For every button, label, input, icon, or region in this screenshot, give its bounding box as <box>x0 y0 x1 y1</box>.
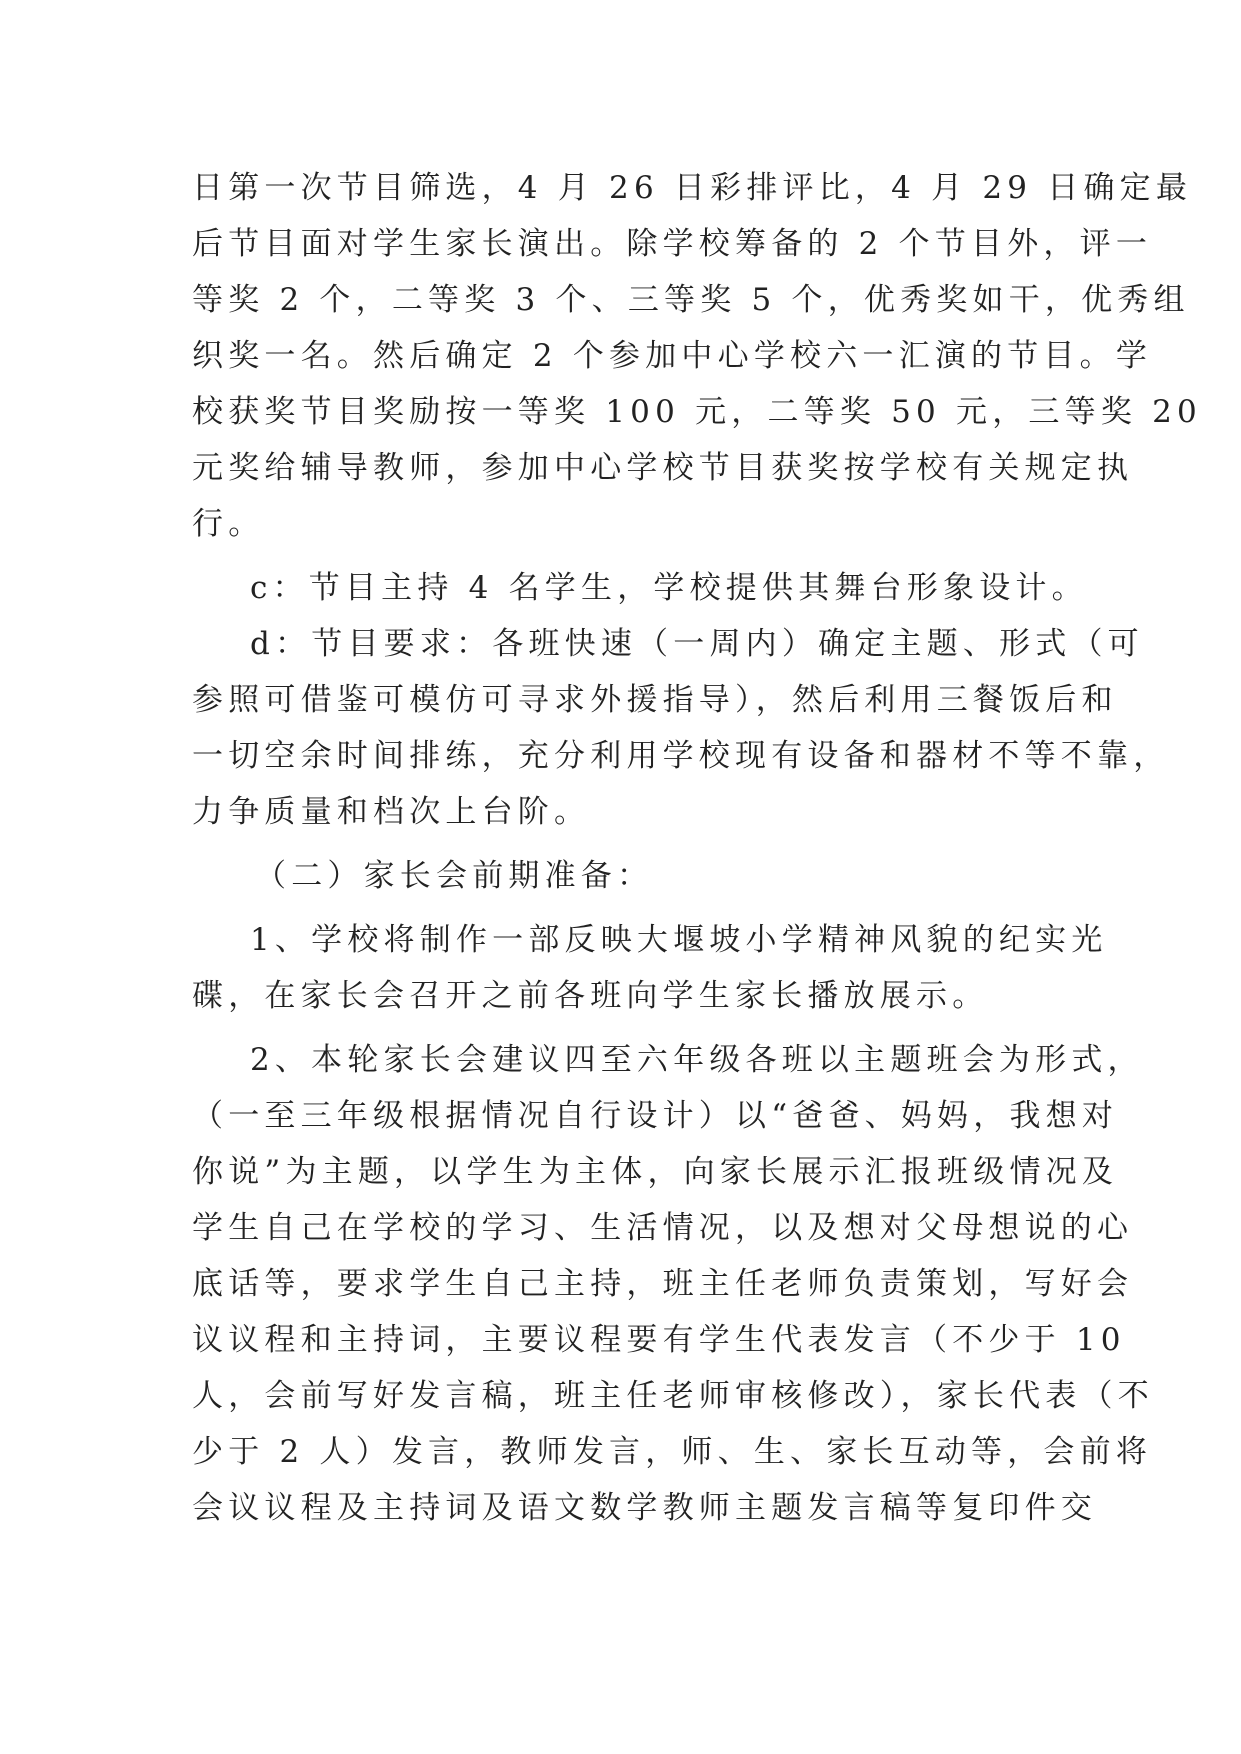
text-line: 少于 2 人）发言，教师发言，师、生、家长互动等，会前将 <box>192 1434 1153 1470</box>
text-line: 一切空余时间排练，充分利用学校现有设备和器材不等不靠， <box>192 738 1170 774</box>
text-line: 人，会前写好发言稿，班主任老师审核修改），家长代表（不 <box>192 1378 1154 1414</box>
text-line: 你说”为主题，以学生为主体，向家长展示汇报班级情况及 <box>192 1154 1119 1190</box>
text-line: 学生自己在学校的学习、生活情况，以及想对父母想说的心 <box>192 1210 1134 1246</box>
text-line: 等奖 2 个，二等奖 3 个、三等奖 5 个，优秀奖如干，优秀组 <box>192 282 1190 318</box>
section-heading: （二）家长会前期准备： <box>255 858 654 894</box>
text-line: d：节目要求：各班快速（一周内）确定主题、形式（可 <box>250 626 1144 662</box>
text-line: 行。 <box>192 506 265 542</box>
text-line: 日第一次节目筛选，4 月 26 日彩排评比，4 月 29 日确定最 <box>192 170 1193 206</box>
text-line: 2、本轮家长会建议四至六年级各班以主题班会为形式， <box>250 1042 1144 1078</box>
text-line: 后节目面对学生家长演出。除学校筹备的 2 个节目外，评一 <box>192 226 1153 262</box>
text-line: 织奖一名。然后确定 2 个参加中心学校六一汇演的节目。学 <box>192 338 1153 374</box>
text-line: 1、学校将制作一部反映大堰坡小学精神风貌的纪实光 <box>250 922 1108 958</box>
text-line: （一至三年级根据情况自行设计）以“爸爸、妈妈，我想对 <box>192 1098 1119 1134</box>
text-line: 元奖给辅导教师，参加中心学校节目获奖按学校有关规定执 <box>192 450 1134 486</box>
text-line: 议议程和主持词，主要议程要有学生代表发言（不少于 10 <box>192 1322 1126 1358</box>
text-line: 会议议程及主持词及语文数学教师主题发言稿等复印件交 <box>192 1490 1097 1526</box>
text-line: 底话等，要求学生自己主持，班主任老师负责策划，写好会 <box>192 1266 1134 1302</box>
text-line: 碟，在家长会召开之前各班向学生家长播放展示。 <box>192 978 989 1014</box>
text-line: 参照可借鉴可模仿可寻求外援指导），然后利用三餐饭后和 <box>192 682 1118 718</box>
text-line: 校获奖节目奖励按一等奖 100 元，二等奖 50 元，三等奖 20 <box>192 394 1202 430</box>
text-line: 力争质量和档次上台阶。 <box>192 794 591 830</box>
text-line: c：节目主持 4 名学生，学校提供其舞台形象设计。 <box>250 570 1088 606</box>
